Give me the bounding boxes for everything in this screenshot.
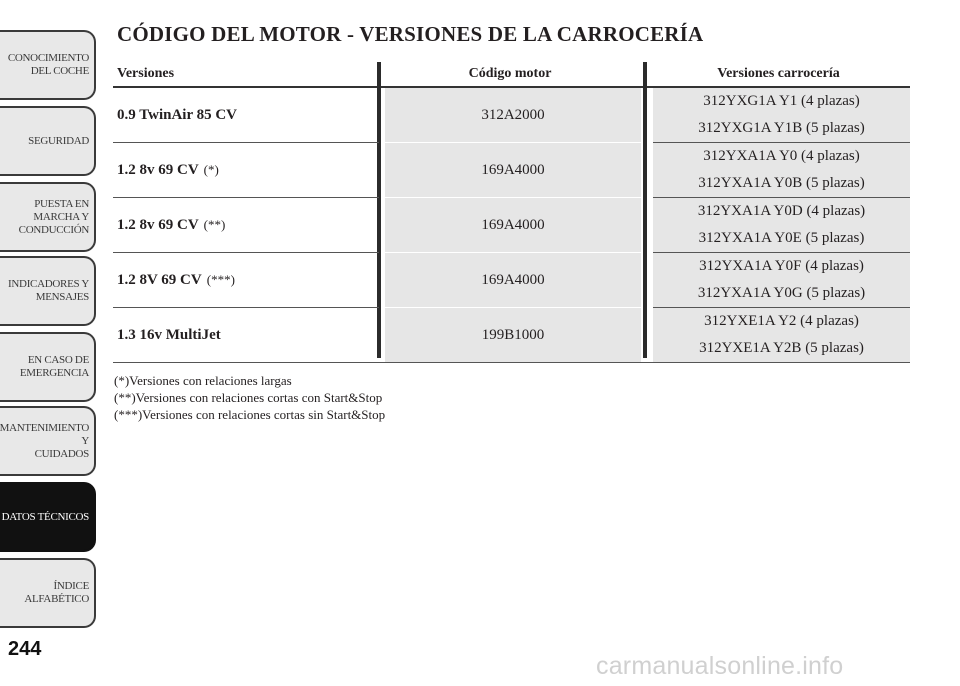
body-version-cell: 312YXA1A Y0E (5 plazas) — [653, 225, 910, 253]
body-version-cell: 312YXA1A Y0D (4 plazas) — [653, 198, 910, 226]
table-header — [113, 62, 910, 86]
table-row — [113, 88, 910, 142]
version-name: 1.2 8V 69 CV — [117, 271, 202, 288]
page-title: CÓDIGO DEL MOTOR - VERSIONES DE LA CARROCERÍA — [117, 22, 704, 46]
tab-indice-alfabetico[interactable]: ÍNDICE ALFABÉTICO — [0, 558, 96, 628]
footnote: (*)Versiones con relaciones largas — [114, 373, 292, 388]
body-version-cell: 312YXE1A Y2 (4 plazas) — [653, 308, 910, 336]
tab-datos-tecnicos[interactable]: DATOS TÉCNICOS — [0, 482, 96, 552]
header-codigo-motor: Código motor — [468, 66, 552, 81]
table-row — [113, 143, 910, 197]
body-version-cell: 312YXA1A Y0B (5 plazas) — [653, 170, 910, 198]
footnotes — [114, 372, 385, 423]
table-row — [113, 308, 910, 362]
tab-seguridad[interactable]: SEGURIDAD — [0, 106, 96, 176]
engine-code-cell: 169A4000 — [385, 198, 641, 252]
version-name: 1.2 8v 69 CV — [117, 161, 199, 178]
engine-code-cell: 169A4000 — [385, 253, 641, 307]
engine-code-table — [113, 62, 910, 356]
version-cell — [117, 143, 377, 197]
version-note: (*) — [203, 162, 219, 177]
version-note: (**) — [203, 217, 226, 232]
page-number: 244 — [8, 638, 42, 660]
version-cell — [117, 308, 377, 362]
tab-puesta-en-marcha[interactable]: PUESTA EN MARCHA Y CONDUCCIÓN — [0, 182, 96, 252]
body-version-cell: 312YXG1A Y1B (5 plazas) — [653, 115, 910, 143]
footnote: (**)Versiones con relaciones cortas con Start&Stop — [114, 390, 383, 405]
version-note: (***) — [206, 272, 235, 287]
engine-code-cell: 312A2000 — [385, 88, 641, 142]
engine-code-cell: 169A4000 — [385, 143, 641, 197]
version-cell — [117, 88, 377, 142]
table-row — [113, 198, 910, 252]
watermark: carmanualsonline.info — [596, 652, 844, 680]
body-version-cell: 312YXA1A Y0 (4 plazas) — [653, 143, 910, 171]
body-version-cell: 312YXA1A Y0G (5 plazas) — [653, 280, 910, 308]
header-versiones: Versiones — [117, 66, 175, 81]
version-name: 1.2 8v 69 CV — [117, 216, 199, 233]
version-name: 1.3 16v MultiJet — [117, 326, 221, 343]
tab-indicadores[interactable]: INDICADORES Y MENSAJES — [0, 256, 96, 326]
body-version-cell: 312YXA1A Y0F (4 plazas) — [653, 253, 910, 281]
header-versiones-carroceria: Versiones carrocería — [717, 66, 840, 81]
version-cell — [117, 253, 377, 307]
table-row — [113, 253, 910, 307]
tab-mantenimiento[interactable]: MANTENIMIENTO Y CUIDADOS — [0, 406, 96, 476]
tab-conocimiento-del-coche[interactable]: CONOCIMIENTO DEL COCHE — [0, 30, 96, 100]
version-cell — [117, 198, 377, 252]
tab-en-caso-de-emergencia[interactable]: EN CASO DE EMERGENCIA — [0, 332, 96, 402]
version-name: 0.9 TwinAir 85 CV — [117, 106, 238, 123]
engine-code-cell: 199B1000 — [385, 308, 641, 362]
table-bottom-divider — [113, 362, 910, 363]
body-version-cell: 312YXE1A Y2B (5 plazas) — [653, 335, 910, 363]
body-version-cell: 312YXG1A Y1 (4 plazas) — [653, 88, 910, 116]
footnote: (***)Versiones con relaciones cortas sin Start&Stop — [114, 407, 386, 422]
